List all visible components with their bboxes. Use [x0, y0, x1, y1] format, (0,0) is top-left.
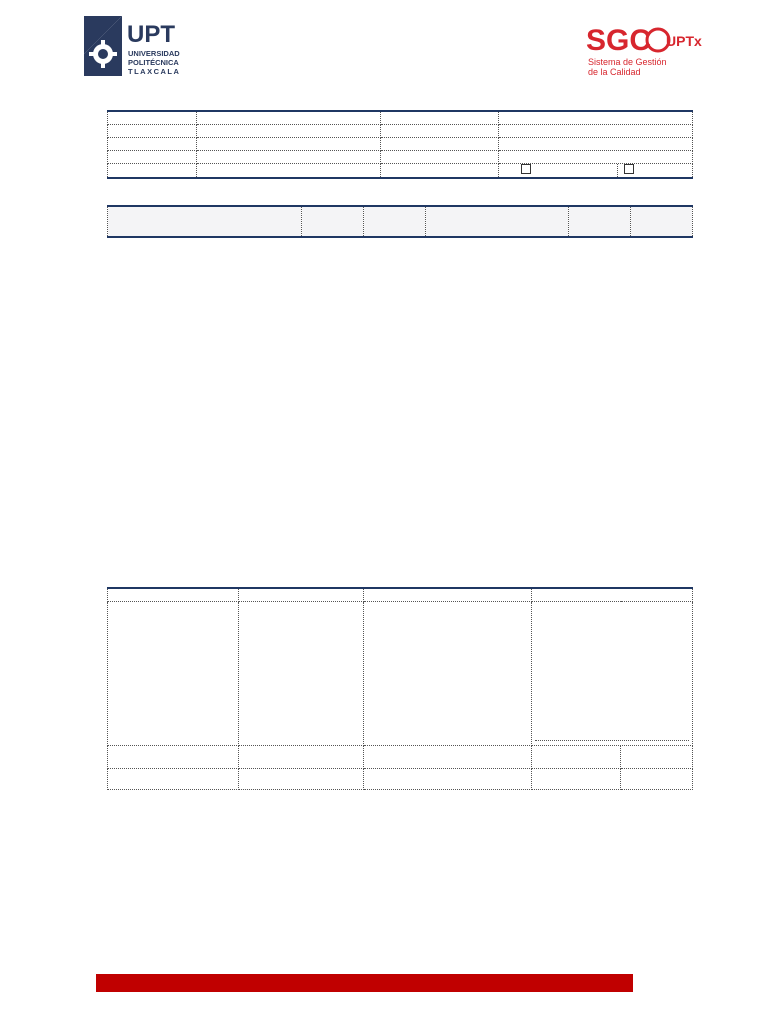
prestamo-label: [381, 164, 499, 179]
recibio-cell: [239, 602, 364, 746]
autorizo-recepcion-header: [532, 588, 693, 602]
col-condiciones-header: [426, 206, 569, 237]
sgc-logo: [586, 22, 708, 80]
svg-text:SGC: SGC: [586, 24, 652, 57]
matricula-value: [197, 125, 381, 138]
svg-text:Sistema de Gestión: Sistema de Gestión: [588, 57, 667, 67]
nombre-label: [108, 111, 197, 125]
autorizo-entrega-cell: [108, 602, 239, 746]
programa-academico-value: [499, 111, 693, 125]
condiciones-equipo-header: [364, 588, 532, 602]
programa-academico-label: [381, 111, 499, 125]
cuatrimestre-row: [108, 164, 693, 179]
cuatrimestre-value: [197, 164, 381, 179]
blank-cell: [108, 769, 239, 790]
fecha-value: [499, 151, 693, 164]
prestamo-options: [499, 164, 693, 179]
signatures-table: [107, 587, 693, 790]
matricula-row: [108, 125, 693, 138]
nombre-firma-entrega: [108, 746, 239, 769]
materials-header-row: [108, 206, 693, 237]
externo-checkbox[interactable]: [624, 164, 634, 174]
interno-checkbox[interactable]: [521, 164, 531, 174]
document-header: [0, 0, 768, 100]
fecha-recepcion-label: [532, 746, 621, 769]
svg-text:POLITÉCNICA: POLITÉCNICA: [128, 58, 179, 67]
footer-banner: [96, 974, 633, 992]
signatures-blank-row: [108, 769, 693, 790]
col-hora-entrega-header: [569, 206, 631, 237]
turno-label: [108, 151, 197, 164]
col-cantidad-header: [302, 206, 364, 237]
svg-text:UPT: UPT: [127, 21, 175, 48]
asignatura-value: [499, 125, 693, 138]
upt-logo: [82, 14, 202, 78]
autorizo-entrega-header: [108, 588, 239, 602]
col-codigo-header: [364, 206, 426, 237]
svg-text:UPTx: UPTx: [666, 33, 702, 49]
signatures-nf-row: [108, 746, 693, 769]
asignatura-label: [381, 125, 499, 138]
autorizo-recepcion-nf: [535, 740, 689, 741]
signatures-header-row: [108, 588, 693, 602]
blank-cell: [364, 769, 532, 790]
docente-responsable-label: [381, 138, 499, 151]
grado-grupo-row: [108, 138, 693, 151]
condiciones-equipo-cell[interactable]: [364, 602, 532, 746]
svg-text:de la Calidad: de la Calidad: [588, 67, 641, 77]
signatures-body-row: [108, 602, 693, 746]
cuatrimestre-label: [108, 164, 197, 179]
col-material-header: [108, 206, 302, 237]
col-hora-devolucion-header: [631, 206, 693, 237]
student-info-table: [107, 110, 693, 179]
fecha-label: [381, 151, 499, 164]
recibio-header: [239, 588, 364, 602]
fecha-recepcion-value[interactable]: [621, 746, 693, 769]
grado-grupo-label: [108, 138, 197, 151]
nombre-row: [108, 111, 693, 125]
blank-cell: [621, 769, 693, 790]
materials-table: [107, 205, 693, 238]
turno-value: [197, 151, 381, 164]
nombre-value: [197, 111, 381, 125]
condiciones-blank: [364, 746, 532, 769]
docente-responsable-value: [499, 138, 693, 151]
svg-text:UNIVERSIDAD: UNIVERSIDAD: [128, 49, 180, 58]
autorizo-recepcion-cell: [532, 602, 693, 746]
nombre-firma-recibio: [239, 746, 364, 769]
turno-row: [108, 151, 693, 164]
matricula-label: [108, 125, 197, 138]
svg-text:TLAXCALA: TLAXCALA: [128, 67, 181, 76]
blank-cell: [239, 769, 364, 790]
blank-cell: [532, 769, 621, 790]
grado-grupo-value: [197, 138, 381, 151]
